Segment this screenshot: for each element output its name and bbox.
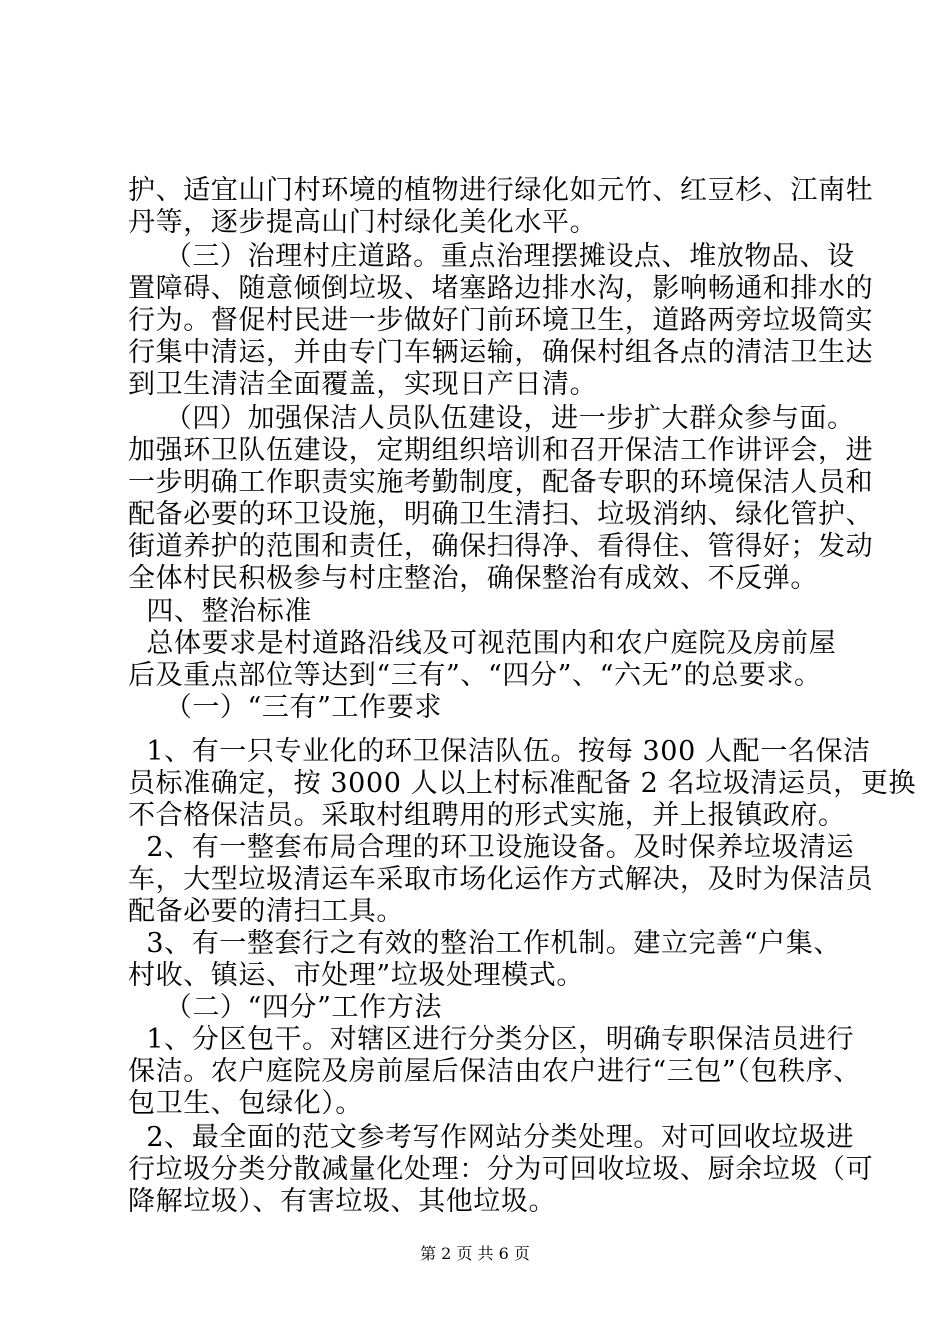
text-line: 加强环卫队伍建设，定期组织培训和召开保洁工作讲评会，进 bbox=[128, 435, 874, 466]
text-line: （三）治理村庄道路。重点治理摆摊设点、堆放物品、设 bbox=[128, 241, 855, 272]
text-line: 1、有一只专业化的环卫保洁队伍。按每 300 人配一名保洁 bbox=[128, 736, 871, 767]
text-line: （一）“三有”工作要求 bbox=[128, 692, 442, 723]
text-line: 不合格保洁员。采取村组聘用的形式实施，并上报镇政府。 bbox=[128, 800, 846, 831]
text-line: 四、整治标准 bbox=[128, 596, 312, 627]
text-line: 行垃圾分类分散减量化处理：分为可回收垃圾、厨余垃圾（可 bbox=[128, 1154, 874, 1185]
text-line: 丹等，逐步提高山门村绿化美化水平。 bbox=[128, 207, 598, 238]
text-line: 配备必要的环卫设施，明确卫生清扫、垃圾消纳、绿化管护、 bbox=[128, 499, 874, 530]
text-line: 2、有一整套布局合理的环卫设施设备。及时保养垃圾清运 bbox=[128, 832, 855, 863]
text-line: 街道养护的范围和责任，确保扫得净、看得住、管得好；发动 bbox=[128, 531, 874, 562]
text-line: 一步明确工作职责实施考勤制度，配备专职的环境保洁人员和 bbox=[128, 467, 874, 498]
text-line: 1、分区包干。对辖区进行分类分区，明确专职保洁员进行 bbox=[128, 1024, 855, 1055]
text-line: （四）加强保洁人员队伍建设，进一步扩大群众参与面。 bbox=[128, 403, 855, 434]
text-line: 到卫生清洁全面覆盖，实现日产日清。 bbox=[128, 369, 598, 400]
text-line: 降解垃圾）、有害垃圾、其他垃圾。 bbox=[128, 1186, 557, 1217]
text-line: 2、最全面的范文参考写作网站分类处理。对可回收垃圾进 bbox=[128, 1122, 855, 1153]
text-line: 护、适宜山门村环境的植物进行绿化如元竹、红豆杉、江南牡 bbox=[128, 175, 874, 206]
text-line: 员标准确定，按 3000 人以上村标准配备 2 名垃圾清运员，更换 bbox=[128, 768, 917, 799]
text-line: 村收、镇运、市处理”垃圾处理模式。 bbox=[128, 960, 585, 991]
text-line: 行为。督促村民进一步做好门前环境卫生，道路两旁垃圾筒实 bbox=[128, 305, 874, 336]
text-line: 置障碍、随意倾倒垃圾、堵塞路边排水沟，影响畅通和排水的 bbox=[128, 273, 874, 304]
text-line: 包卫生、包绿化）。 bbox=[128, 1088, 363, 1119]
text-line: 保洁。农户庭院及房前屋后保洁由农户进行“三包”（包秩序、 bbox=[128, 1056, 861, 1087]
text-line: 配备必要的清扫工具。 bbox=[128, 896, 404, 927]
text-line: 车，大型垃圾清运车采取市场化运作方式解决，及时为保洁员 bbox=[128, 864, 874, 895]
page-footer: 第 2 页 共 6 页 bbox=[420, 1244, 530, 1263]
text-line: 总体要求是村道路沿线及可视范围内和农户庭院及房前屋 bbox=[128, 628, 837, 659]
text-line: （二）“四分”工作方法 bbox=[128, 992, 442, 1023]
text-line: 行集中清运，并由专门车辆运输，确保村组各点的清洁卫生达 bbox=[128, 337, 874, 368]
text-line: 3、有一整套行之有效的整治工作机制。建立完善“户集、 bbox=[128, 928, 841, 959]
text-line: 后及重点部位等达到“三有”、“四分”、“六无”的总要求。 bbox=[128, 660, 822, 691]
text-line: 全体村民积极参与村庄整治，确保整治有成效、不反弹。 bbox=[128, 563, 818, 594]
